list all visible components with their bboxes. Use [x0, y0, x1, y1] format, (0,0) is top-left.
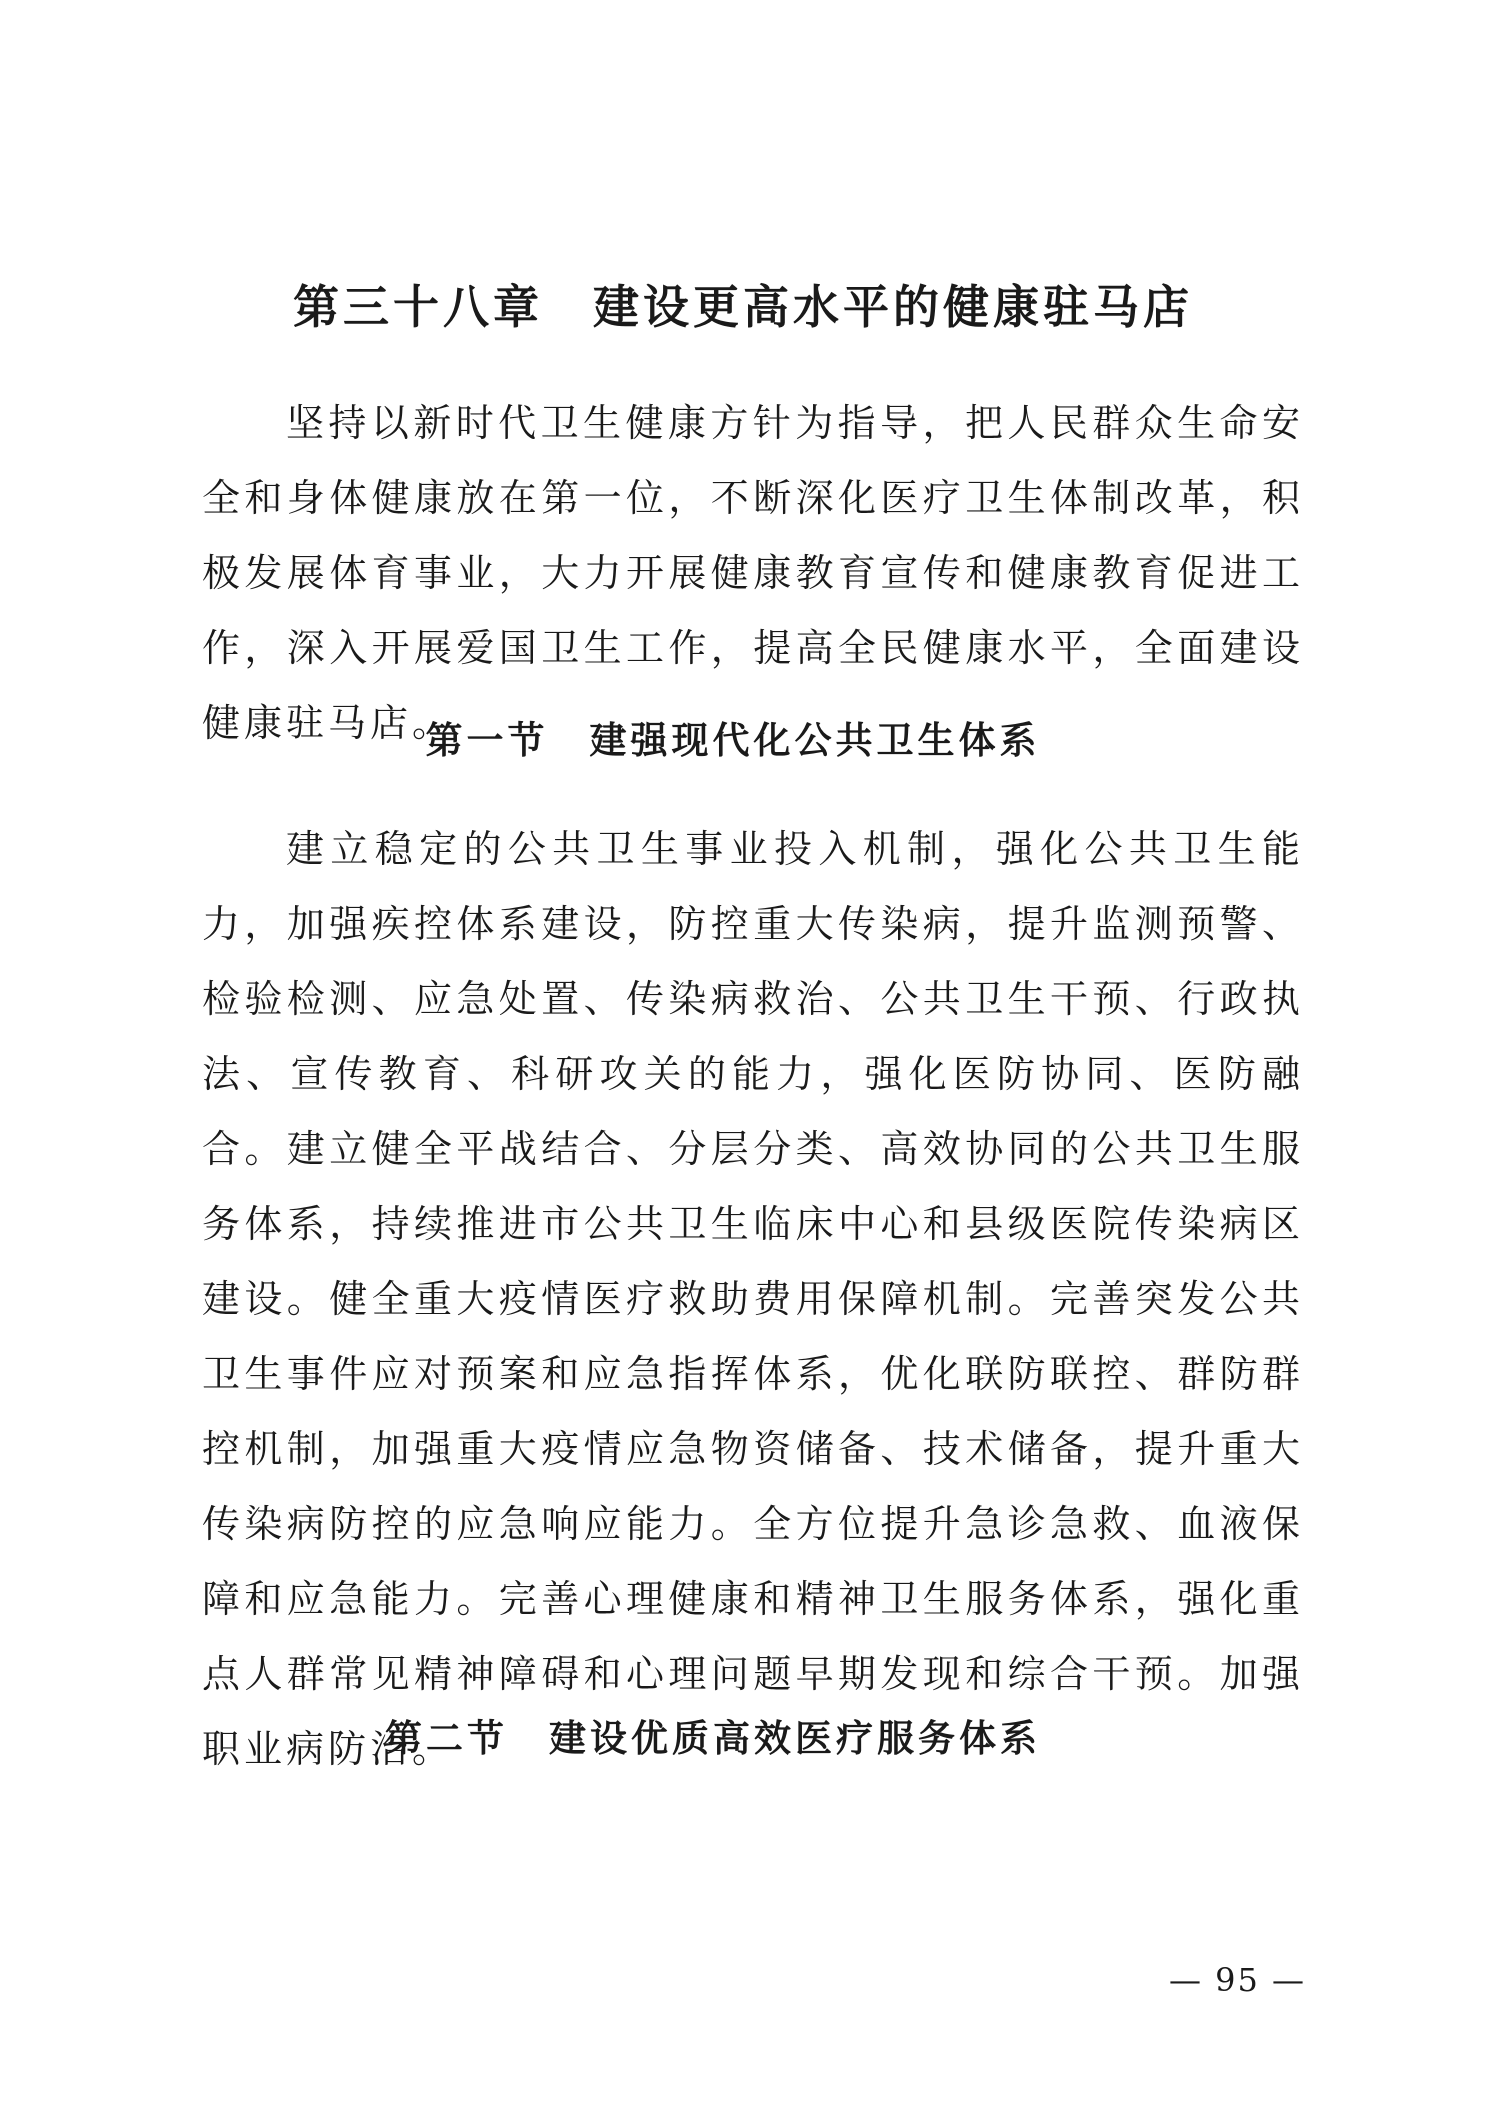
chapter-title: 第三十八章 建设更高水平的健康驻马店 — [293, 280, 1193, 334]
intro-paragraph: 坚持以新时代卫生健康方针为指导，把人民群众生命安全和身体健康放在第一位，不断深化医疗卫生体制改革，积极发展体育事业，大力开展健康教育宣传和健康教育促进工作，深入开展爱国卫生工作，提高全民健康水平，全面建设健康驻马店。 — [202, 401, 1304, 745]
section-1-title: 第一节 建强现代化公共卫生体系 — [425, 718, 1041, 762]
section-1-paragraph: 建立稳定的公共卫生事业投入机制，强化公共卫生能力，加强疾控体系建设，防控重大传染病，提升监测预警、检验检测、应急处置、传染病救治、公共卫生干预、行政执法、宣传教育、科研攻关的能力，强化医防协同、医防融合。建立健全平战结合、分层分类、高效协同的公共卫生服务体系，持续推进市公共卫生临床中心和县级医院传染病区建设。健全重大疫情医疗救助费用保障机制。完善突发公共卫生事件应对预案和应急指挥体系，优化联防联控、群防群控机制，加强重大疫情应急物资储备、技术储备，提升重大传染病防控的应急响应能力。全方位提升急诊急救、血液保障和应急能力。完善心理健康和精神卫生服务体系，强化重点人群常见精神障碍和心理问题早期发现和综合干预。加强职业病防治。 — [202, 827, 1304, 1771]
section-2-title: 第二节 建设优质高效医疗服务体系 — [385, 1716, 1041, 1760]
page-number: — 95 — — [1168, 1961, 1306, 1999]
